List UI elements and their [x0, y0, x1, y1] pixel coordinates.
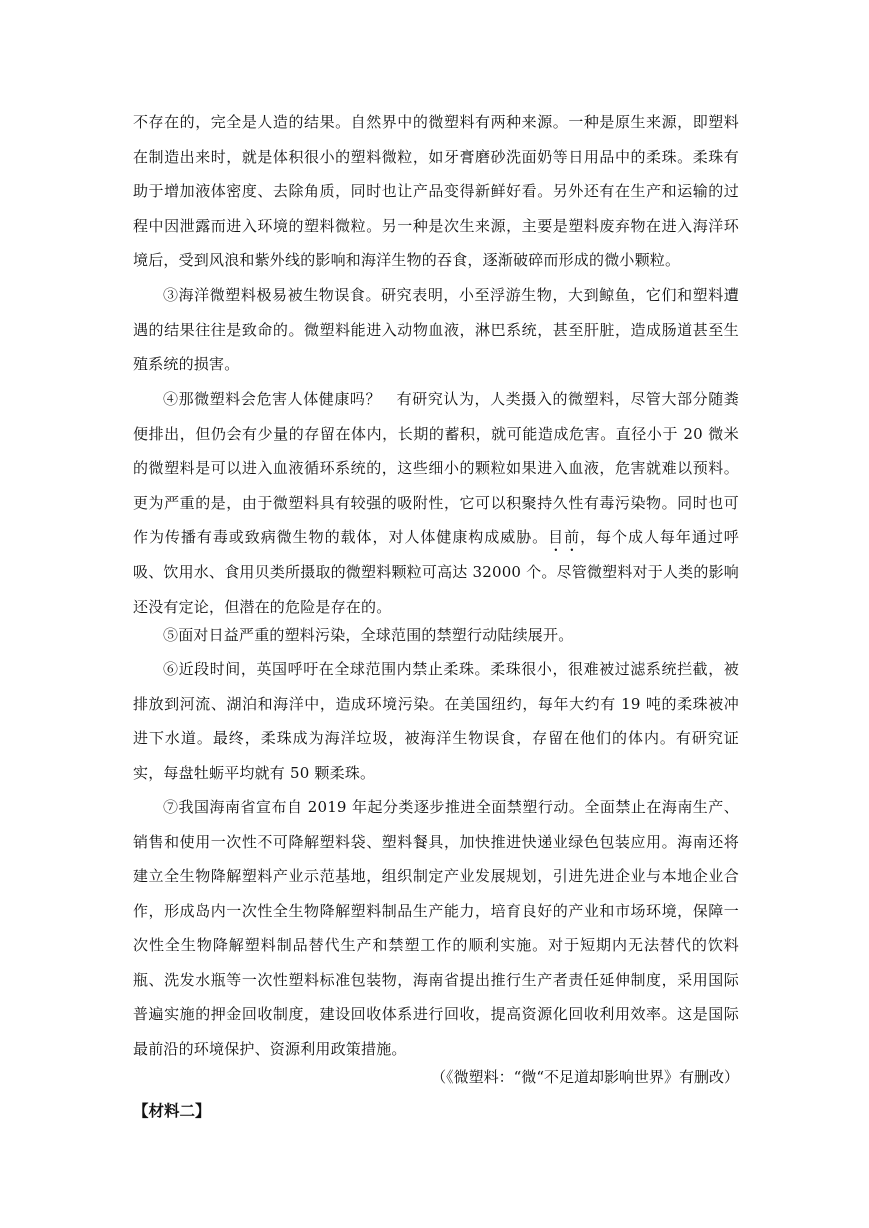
- paragraph-4-text-b: ，每个成人每年通过呼吸、饮用水、食用贝类所摄取的微塑料颗粒可高达 32000 个。尽管微塑料对于人类的影响还没有定论，但潜在的危险是存在的。: [133, 528, 739, 616]
- paragraph-4: [133, 382, 739, 624]
- paragraph-4-text-a: ④那微塑料会危害人体健康吗？ 有研究认为，人类摄入的微塑料，尽管大部分随粪便排出，但仍会有少量的存留在体内，长期的蓄积，就可能造成危害。直径小于 20 微米的微塑料是可以进入血液循环系统的，这些细小的颗粒如果进入血液，危害就难以预料。更为严重的是，由于微塑料具有较强的吸附性，它可以积聚持久性有毒污染物。同时也可作为传播有毒或致病微生物的载体，对人体健康构成威胁。: [133, 390, 739, 546]
- paragraph-intro: 不存在的，完全是人造的结果。自然界中的微塑料有两种来源。一种是原生来源，即塑料在制造出来时，就是体积很小的塑料微粒，如牙膏磨砂洗面奶等日用品中的柔珠。柔珠有助于增加液体密度、去除角质，同时也让产品变得新鲜好看。另外还有在生产和运输的过程中因泄露而进入环境的塑料微粒。另一种是次生来源，主要是塑料废弃物在进入海洋环境后，受到风浪和紫外线的影响和海洋生物的吞食，逐渐破碎而形成的微小颗粒。: [133, 113, 739, 269]
- paragraph-3: ③海洋微塑料极易被生物误食。研究表明，小至浮游生物，大到鲸鱼，它们和塑料遭遇的结果往往是致命的。微塑料能进入动物血液，淋巴系统，甚至肝脏，造成肠道甚至生殖系统的损害。: [133, 286, 739, 373]
- paragraph-7: ⑦我国海南省宣布自 2019 年起分类逐步推进全面禁塑行动。全面禁止在海南生产、销售和使用一次性不可降解塑料袋、塑料餐具，加快推进快递业绿色包装应用。海南还将建立全生物降解塑料产业示范基地，组织制定产业发展规划，引进先进企业与本地企业合作，形成岛内一次性全生物降解塑料制品生产能力，培育良好的产业和市场环境，保障一次性全生物降解塑料制品替代生产和禁塑工作的顺利实施。对于短期内无法替代的饮料瓶、洗发水瓶等一次性塑料标准包装物，海南省提出推行生产者责任延伸制度，采用国际普遍实施的押金回收制度，建设回收体系进行回收，提高资源化回收利用效率。这是国际最前沿的环境保护、资源利用政策措施。: [133, 798, 739, 1058]
- source-citation: （《微塑料：“微“不足道却影响世界》有删改）: [431, 1068, 739, 1086]
- section-heading: 【材料二】: [133, 1101, 211, 1120]
- paragraph-6: ⑥近段时间，英国呼吁在全球范围内禁止柔珠。柔珠很小，很难被过滤系统拦截，被排放到河流、湖泊和海洋中，造成环境污染。在美国纽约，每年大约有 19 吨的柔珠被冲进下水道。最终，柔珠成为海洋垃圾，被海洋生物误食，存留在他们的体内。有研究证实，每盘牡蛎平均就有 50 颗柔珠。: [133, 660, 739, 782]
- emphasized-word: 目前: [548, 528, 581, 546]
- paragraph-5: ⑤面对日益严重的塑料污染，全球范围的禁塑行动陆续展开。: [163, 626, 574, 644]
